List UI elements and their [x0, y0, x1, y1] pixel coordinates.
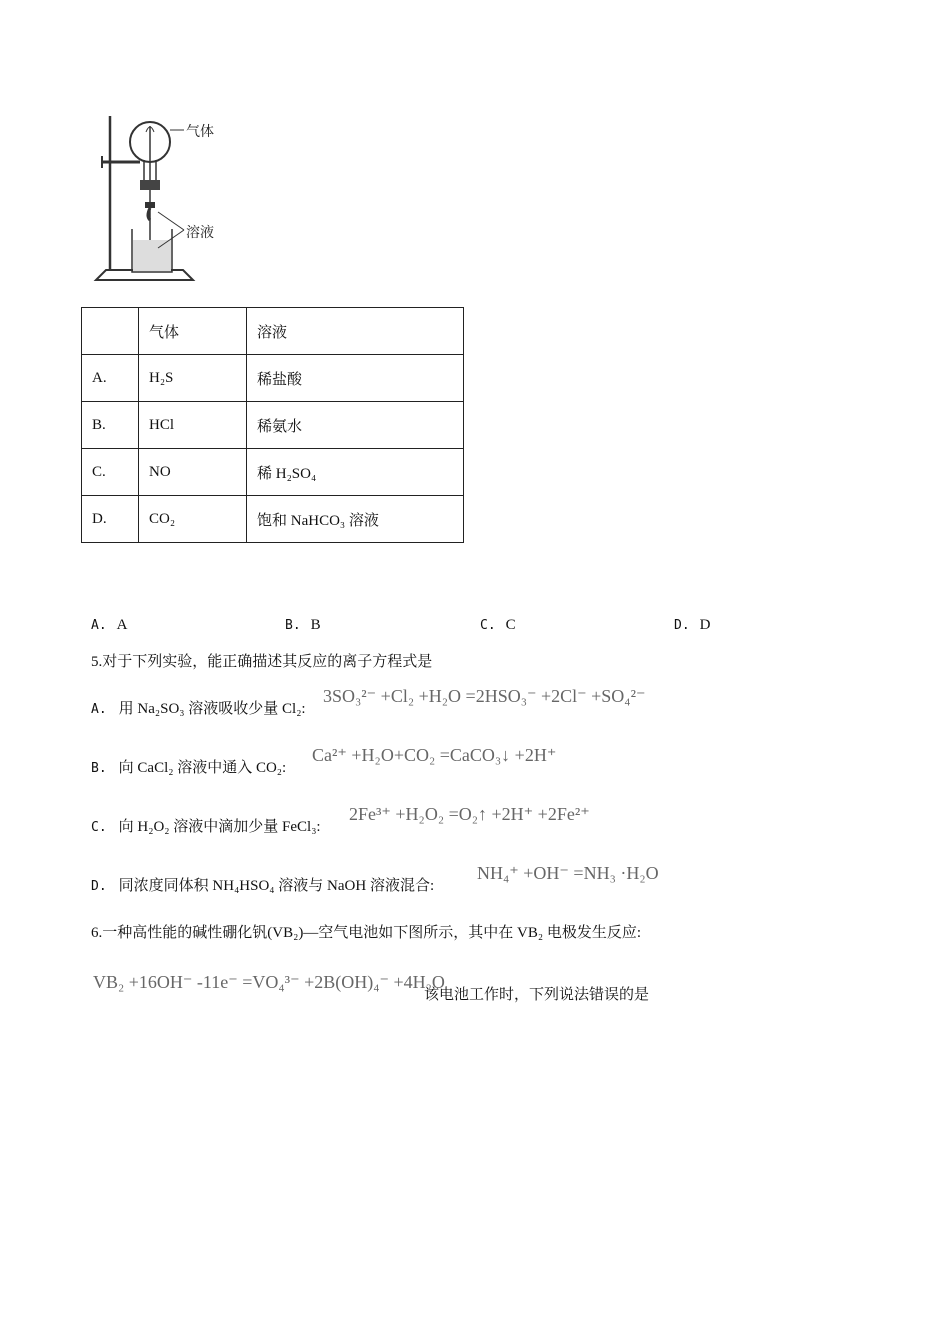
label-solution: 溶液	[186, 225, 214, 241]
option-letter: A.	[91, 702, 107, 717]
table-cell: B.	[82, 402, 139, 449]
table-cell: 稀氨水	[247, 402, 464, 449]
option-text: 同浓度同体积 NH₄HSO₄ 溶液与 NaOH 溶液混合:	[118, 878, 435, 894]
q6-equation: VB₂ +16OH⁻ -11e⁻ =VO₄³⁻ +2B(OH)₄⁻ +4H₂O	[93, 972, 445, 992]
q5-option-c[interactable]	[91, 815, 321, 836]
q4-choice-c[interactable]	[480, 617, 516, 634]
q5-equation-d: NH₄⁺ +OH⁻ =NH₃ ·H₂O	[477, 863, 659, 883]
q5-option-d[interactable]	[91, 874, 434, 895]
table-header-row	[82, 308, 464, 355]
table-cell: 溶液	[247, 308, 464, 355]
q5-equation-b: Ca²⁺ +H₂O+CO₂ =CaCO₃↓ +2H⁺	[312, 745, 557, 765]
table-row	[82, 355, 464, 402]
table-cell: 稀 H₂SO₄	[247, 449, 464, 496]
table-row	[82, 402, 464, 449]
q6-tail: 该电池工作时，下列说法错误的是	[424, 987, 650, 1003]
table-row	[82, 449, 464, 496]
table-cell: C.	[82, 449, 139, 496]
q5-equation-a: 3SO₃²⁻ +Cl₂ +H₂O =2HSO₃⁻ +2Cl⁻ +SO₄²⁻	[323, 686, 646, 706]
option-letter: C.	[91, 820, 107, 835]
choice-letter: D.	[674, 618, 690, 633]
q5-option-a[interactable]	[91, 697, 306, 718]
table-cell: 气体	[139, 308, 247, 355]
choice-text: D	[699, 617, 711, 633]
table-cell: HCl	[139, 402, 247, 449]
choice-letter: C.	[480, 618, 496, 633]
choice-text: A	[116, 617, 128, 633]
q5-option-b[interactable]	[91, 756, 286, 777]
table-cell: NO	[139, 449, 247, 496]
choice-letter: B.	[285, 618, 301, 633]
table-cell: CO₂	[139, 496, 247, 543]
choice-letter: A.	[91, 618, 107, 633]
q4-choice-b[interactable]	[285, 617, 321, 634]
option-letter: B.	[91, 761, 107, 776]
q6-stem: 6.一种高性能的碱性硼化钒(VB₂)—空气电池如下图所示，其中在 VB₂ 电极发生反应:	[91, 925, 642, 941]
option-text: 向 H₂O₂ 溶液中滴加少量 FeCl₃:	[118, 819, 321, 835]
options-table	[81, 307, 464, 543]
q4-choice-a[interactable]	[91, 617, 128, 634]
q5-equation-c: 2Fe³⁺ +H₂O₂ =O₂↑ +2H⁺ +2Fe²⁺	[349, 804, 590, 824]
option-text: 向 CaCl₂ 溶液中通入 CO₂:	[118, 760, 287, 776]
table-cell: D.	[82, 496, 139, 543]
table-cell	[82, 308, 139, 355]
table-cell: A.	[82, 355, 139, 402]
apparatus-diagram	[88, 112, 238, 287]
table-cell: 饱和 NaHCO₃ 溶液	[247, 496, 464, 543]
apparatus-drawing	[88, 112, 238, 287]
option-text: 用 Na₂SO₃ 溶液吸收少量 Cl₂:	[118, 701, 306, 717]
table-cell: H₂S	[139, 355, 247, 402]
table-row	[82, 496, 464, 543]
q4-choice-d[interactable]	[674, 617, 711, 634]
label-gas: 气体	[186, 124, 214, 140]
choice-text: B	[310, 617, 321, 633]
choice-text: C	[505, 617, 516, 633]
table-cell: 稀盐酸	[247, 355, 464, 402]
option-letter: D.	[91, 879, 107, 894]
q5-stem: 5.对于下列实验，能正确描述其反应的离子方程式是	[91, 654, 433, 670]
